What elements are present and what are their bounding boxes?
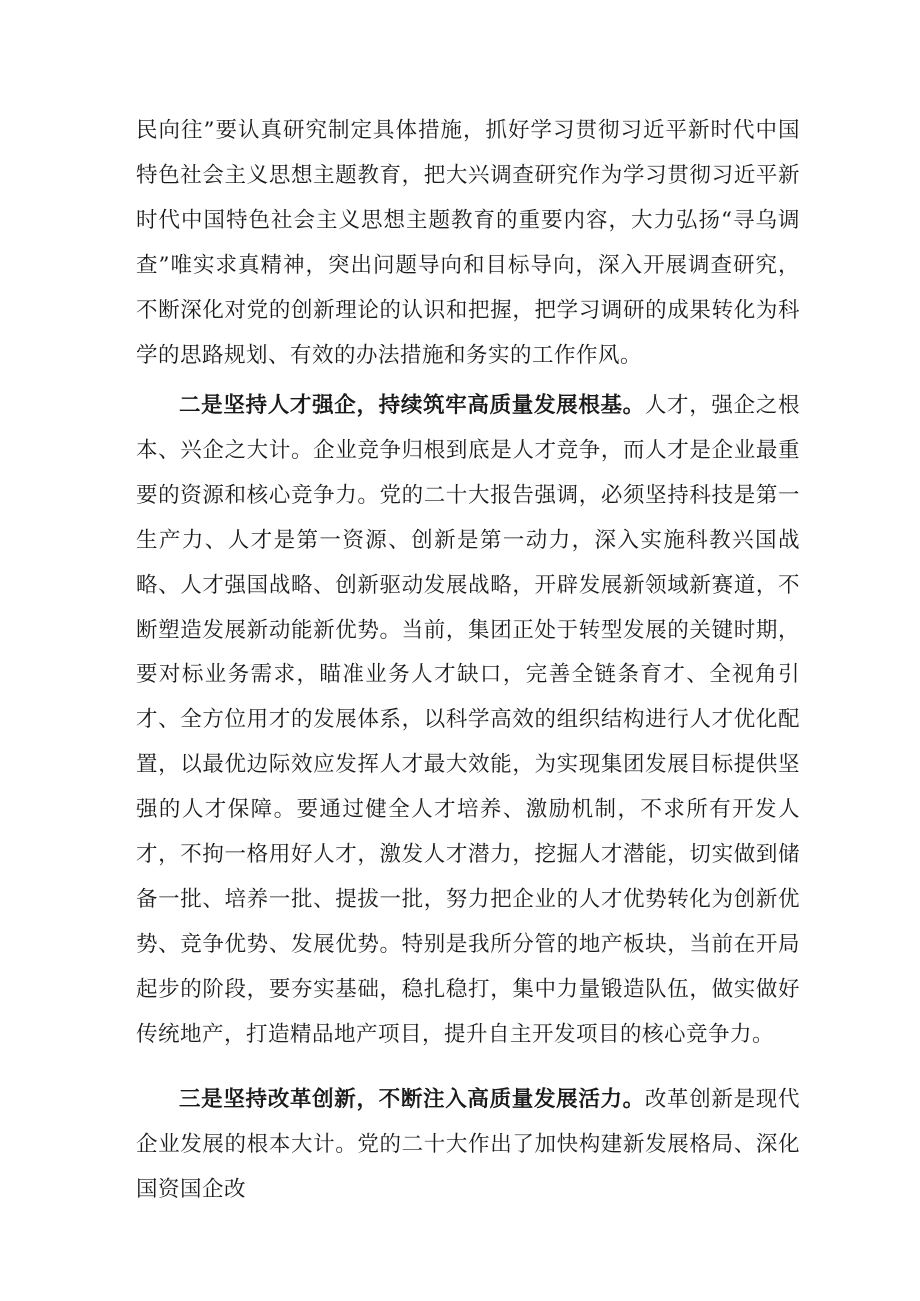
paragraph-heading: 二是坚持人才强企，持续筑牢高质量发展根基。 <box>179 393 645 418</box>
paragraph-talent <box>136 384 800 1058</box>
paragraph-reform <box>136 1078 800 1213</box>
paragraph-continuation <box>136 109 800 378</box>
paragraph-heading: 三是坚持改革创新，不断注入高质量发展活力。 <box>179 1087 645 1112</box>
paragraph-text: 改革创新是现代企业发展的根本大计。党的二十大作出了加快构建新发展格局、深化国资国企改 <box>136 1087 800 1202</box>
paragraph-text: 民向往”要认真研究制定具体措施，抓好学习贯彻习近平新时代中国特色社会主义思想主题教育，把大兴调查研究作为学习贯彻习近平新时代中国特色社会主义思想主题教育的重要内容，大力弘扬“寻乌调查”唯实求真精神，突出问题导向和目标导向，深入开展调查研究，不断深化对党的创新理论的认识和把握，把学习调研的成果转化为科学的思路规划、有效的办法措施和务实的工作作风。 <box>136 118 800 368</box>
paragraph-body <box>136 384 800 1058</box>
paragraph-text: 人才，强企之根本、兴企之大计。企业竞争归根到底是人才竞争，而人才是企业最重要的资源和核心竞争力。党的二十大报告强调，必须坚持科技是第一生产力、人才是第一资源、创新是第一动力，深入实施科教兴国战略、人才强国战略、创新驱动发展战略，开辟发展新领域新赛道，不断塑造发展新动能新优势。当前，集团正处于转型发展的关键时期，要对标业务需求，瞄准业务人才缺口，完善全链条育才、全视角引才、全方位用才的发展体系，以科学高效的组织结构进行人才优化配置，以最优边际效应发挥人才最大效能，为实现集团发展目标提供坚强的人才保障。要通过健全人才培养、激励机制，不求所有开发人才，不拘一格用好人才，激发人才潜力，挖掘人才潜能，切实做到储备一批、培养一批、提拔一批，努力把企业的人才优势转化为创新优势、竞争优势、发展优势。特别是我所分管的地产板块，当前在开局起步的阶段，要夯实基础，稳扎稳打，集中力量锻造队伍，做实做好传统地产，打造精品地产项目，提升自主开发项目的核心竞争力。 <box>136 393 800 1047</box>
paragraph-body <box>136 1078 800 1213</box>
